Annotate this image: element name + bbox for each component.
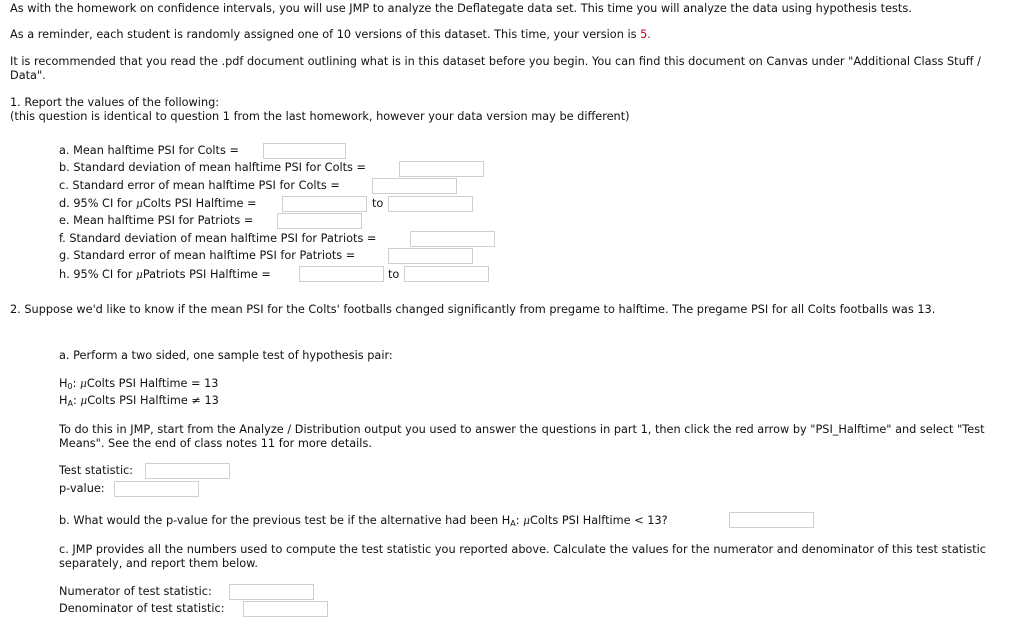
q2b-suffix: Colts PSI Halftime < 13? <box>530 514 668 527</box>
q2b-prefix: b. What would the p-value for the previous test be if the alternative had been <box>59 514 499 527</box>
mu-symbol: μ <box>80 378 87 390</box>
q1b-label: b. Standard deviation of mean halftime PSI for Colts = <box>59 161 366 174</box>
q1d-lower-input[interactable] <box>282 196 367 212</box>
ha-expression: Colts PSI Halftime ≠ 13 <box>87 394 219 407</box>
intro-paragraph-3: It is recommended that you read the .pdf document outlining what is in this dataset before you begin. You can find this document on Canvas under "Additional Class Stuff / Data". <box>10 55 981 82</box>
numerator-label: Numerator of test statistic: <box>59 585 212 598</box>
q1b-input[interactable] <box>399 161 484 177</box>
q1d-prefix: d. 95% CI for <box>59 197 133 210</box>
q2a-text: a. Perform a two sided, one sample test of hypothesis pair: <box>59 349 393 362</box>
p-value-label: p-value: <box>59 482 105 495</box>
version-number: 5. <box>640 28 651 41</box>
h0-statement: $H_0$: μColts PSI Halftime = 13 <box>59 377 219 391</box>
p-value-input[interactable] <box>114 481 199 497</box>
q2-intro: 2. Suppose we'd like to know if the mean PSI for the Colts' footballs changed significantly from pregame to halftime. The pregame PSI for all Colts footballs was 13. <box>10 303 936 316</box>
numerator-input[interactable] <box>229 584 314 600</box>
q1d-upper-input[interactable] <box>388 196 473 212</box>
h0-expression: Colts PSI Halftime = 13 <box>86 377 219 390</box>
mu-symbol: μ <box>136 198 143 210</box>
h0-subscript: 0 <box>67 382 73 391</box>
q1-subtitle: (this question is identical to question 1 from the last homework, however your data version may be different) <box>10 110 630 123</box>
q1d-label <box>59 197 257 211</box>
q1h-label <box>59 268 271 282</box>
test-statistic-input[interactable] <box>145 463 230 479</box>
intro-paragraph-1: As with the homework on confidence intervals, you will use JMP to analyze the Deflategate data set. This time you will analyze the data using hypothesis tests. <box>10 2 912 15</box>
q1a-input[interactable] <box>263 143 346 159</box>
test-statistic-label: Test statistic: <box>59 464 134 477</box>
denominator-label: Denominator of test statistic: <box>59 602 225 615</box>
q1d-suffix: Colts PSI Halftime = <box>142 197 257 210</box>
mu-symbol: μ <box>80 395 88 407</box>
denominator-input[interactable] <box>243 601 328 617</box>
q1h-suffix: Patriots PSI Halftime = <box>142 268 271 281</box>
ha-label: H <box>59 394 68 407</box>
q1e-input[interactable] <box>277 213 362 229</box>
q1d-to-label: to <box>372 197 384 210</box>
q1g-label: g. Standard error of mean halftime PSI for Patriots = <box>59 249 356 262</box>
q2b-ha-subscript: A <box>510 519 516 528</box>
jmp-instructions: To do this in JMP, start from the Analyze / Distribution output you used to answer the questions in part 1, then click the red arrow by "PSI_Halftime" and select "Test Means". See the end of class notes 11 for more details. <box>59 423 985 450</box>
q2c-text: c. JMP provides all the numbers used to compute the test statistic you reported above. Calculate the values for the numerator and denominator of this test statistic separately, and report them below. <box>59 543 987 570</box>
q1c-label: c. Standard error of mean halftime PSI for Colts = <box>59 179 340 192</box>
mu-symbol: μ <box>135 269 143 281</box>
q2b-ha-label: H <box>501 514 511 527</box>
q1h-lower-input[interactable] <box>299 266 384 282</box>
q1f-input[interactable] <box>410 231 495 247</box>
q1h-upper-input[interactable] <box>404 266 489 282</box>
mu-symbol: μ <box>523 515 530 527</box>
intro-paragraph-2 <box>10 28 651 42</box>
q2b-input[interactable] <box>729 512 814 528</box>
q1h-prefix: h. 95% CI for <box>59 268 133 281</box>
q1-title: 1. Report the values of the following: <box>10 96 220 109</box>
q1e-label: e. Mean halftime PSI for Patriots = <box>59 214 254 227</box>
q1c-input[interactable] <box>372 178 457 194</box>
ha-subscript: A <box>67 399 73 408</box>
q1g-input[interactable] <box>388 248 473 264</box>
q1a-label: a. Mean halftime PSI for Colts = <box>59 144 239 157</box>
ha-statement: $H_A$: μColts PSI Halftime ≠ 13 <box>59 394 219 408</box>
q1f-label: f. Standard deviation of mean halftime PSI for Patriots = <box>59 232 377 245</box>
q1h-to-label: to <box>388 268 400 281</box>
h0-label: H <box>59 377 68 390</box>
q2b-text: b. What would the p-value for the previous test be if the alternative had been $H_A$: μColts PSI Halftime < 13? <box>59 514 668 528</box>
intro-version-text: As a reminder, each student is randomly assigned one of 10 versions of this dataset. This time, your version is <box>10 28 637 41</box>
